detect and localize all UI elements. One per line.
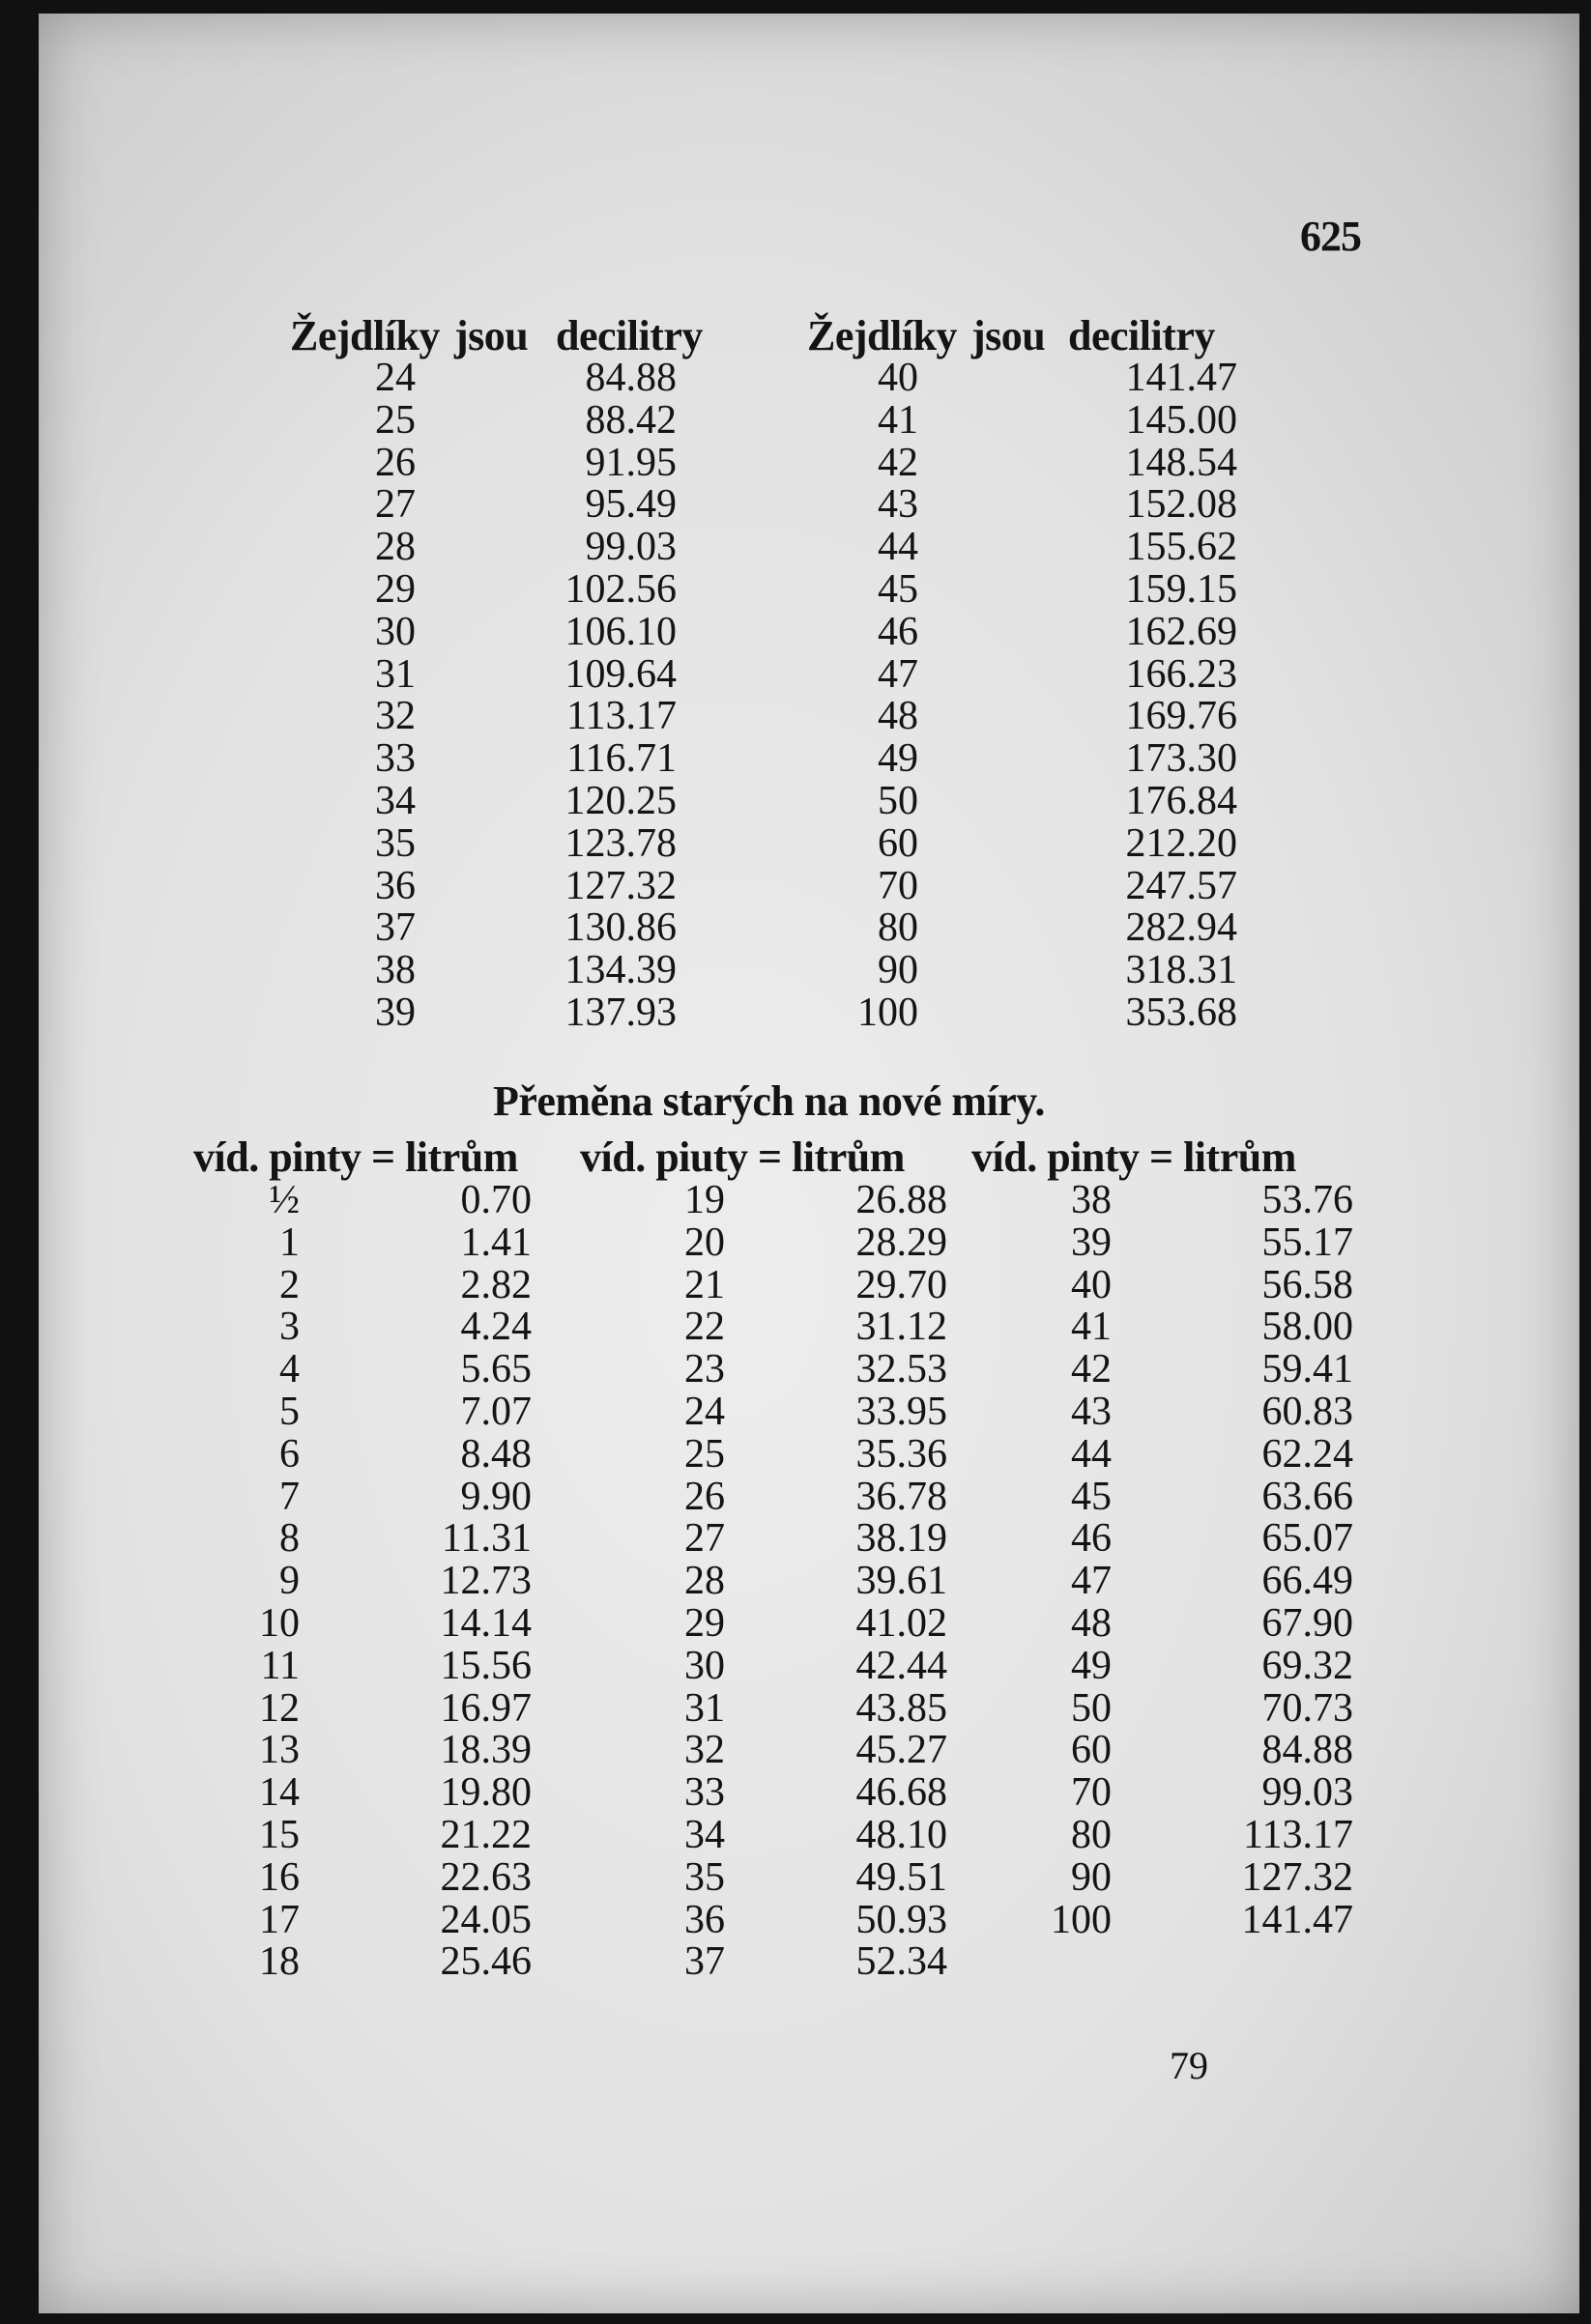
table-cell-key: 41 [878, 397, 918, 443]
table-cell-value: 88.42 [585, 397, 677, 443]
table2-header-1: víd. pinty = litrům [193, 1133, 518, 1181]
table-cell-key: 39 [1071, 1219, 1112, 1265]
table-cell-key: 35 [684, 1854, 725, 1900]
table-cell-key: 42 [1071, 1347, 1112, 1392]
table-cell-value: 50.93 [855, 1897, 947, 1942]
table1-header-right-unit: Žejdlíky [807, 312, 957, 359]
table-cell-value: 173.30 [1125, 736, 1237, 782]
table-cell-key: 33 [375, 736, 416, 782]
table-cell-key: 26 [375, 440, 416, 485]
table-cell-key: 90 [1071, 1854, 1112, 1900]
table-cell-key: 31 [375, 651, 416, 697]
table-cell-key: 32 [684, 1728, 725, 1773]
table-cell-value: 18.39 [440, 1728, 532, 1773]
table-cell-key: 24 [684, 1389, 725, 1434]
table-cell-key: 23 [684, 1347, 725, 1392]
table-cell-value: 19.80 [440, 1770, 532, 1816]
table-cell-value: 116.71 [566, 736, 677, 782]
table-cell-value: 123.78 [564, 820, 677, 866]
table-cell-key: 12 [259, 1685, 300, 1731]
table-cell-value: 52.34 [855, 1939, 947, 1985]
table-cell-value: 353.68 [1125, 990, 1237, 1035]
table1-header-right-verb: jsou [971, 312, 1046, 359]
table-cell-key: 7 [279, 1474, 300, 1519]
table-cell-value: 159.15 [1125, 566, 1237, 612]
table-cell-value: 31.12 [855, 1305, 947, 1350]
table-cell-key: 46 [1071, 1516, 1112, 1562]
table-cell-key: 24 [375, 356, 416, 400]
table-cell-value: 66.49 [1261, 1559, 1353, 1604]
table-cell-key: 20 [684, 1219, 725, 1265]
table-cell-value: 36.78 [855, 1474, 947, 1519]
table-cell-key: 47 [878, 651, 918, 697]
table-cell-value: 63.66 [1261, 1474, 1353, 1519]
table-cell-value: 56.58 [1261, 1262, 1353, 1307]
table-cell-key: 37 [684, 1939, 725, 1985]
table-cell-value: 58.00 [1261, 1305, 1353, 1350]
table-cell-value: 0.70 [460, 1178, 532, 1222]
table-cell-value: 166.23 [1125, 651, 1237, 697]
table-cell-value: 247.57 [1125, 863, 1237, 908]
table-cell-key: 28 [375, 525, 416, 570]
table-cell-value: 38.19 [855, 1516, 947, 1562]
table-cell-key: 27 [684, 1516, 725, 1562]
table-cell-value: 65.07 [1261, 1516, 1353, 1562]
table-cell-key: 27 [375, 482, 416, 528]
table1-header-left-verb: jsou [454, 312, 529, 359]
table-cell-key: 100 [1051, 1897, 1112, 1942]
table-cell-key: 46 [878, 609, 918, 654]
table-cell-key: 15 [259, 1812, 300, 1857]
table-cell-value: 162.69 [1125, 609, 1237, 654]
table-cell-key: 30 [375, 609, 416, 654]
table-cell-value: 33.95 [855, 1389, 947, 1434]
table-cell-value: 39.61 [855, 1559, 947, 1604]
table-cell-key: 44 [878, 525, 918, 570]
table-cell-key: 50 [878, 778, 918, 823]
table-cell-value: 62.24 [1261, 1431, 1353, 1477]
table-cell-key: 80 [878, 905, 918, 951]
table-cell-key: 18 [259, 1939, 300, 1985]
table-cell-value: 109.64 [564, 651, 677, 697]
table1-left-values [503, 358, 677, 1035]
table-cell-key: 5 [279, 1389, 300, 1434]
table-cell-value: 43.85 [855, 1685, 947, 1731]
table-cell-key: 43 [1071, 1389, 1112, 1434]
table-cell-key: 44 [1071, 1431, 1112, 1477]
table1-header-right-target: decilitry [1068, 312, 1215, 359]
table-cell-key: 36 [684, 1897, 725, 1942]
table-cell-value: 212.20 [1125, 820, 1237, 866]
table-cell-value: 282.94 [1125, 905, 1237, 951]
table-cell-value: 176.84 [1125, 778, 1237, 823]
table-cell-value: 8.48 [460, 1431, 532, 1477]
table2-header-2: víd. piuty = litrům [580, 1133, 905, 1181]
table-cell-key: 60 [878, 820, 918, 866]
table-cell-value: 49.51 [855, 1854, 947, 1900]
table-cell-key: 26 [684, 1474, 725, 1519]
table-cell-value: 130.86 [564, 905, 677, 951]
table-cell-key: 3 [279, 1305, 300, 1350]
table-cell-key: 45 [878, 566, 918, 612]
table1-right-keys [812, 358, 918, 1035]
table-cell-key: 60 [1071, 1728, 1112, 1773]
table-cell-value: 99.03 [585, 525, 677, 570]
conversion-title: Přeměna starých na nové míry. [493, 1077, 1045, 1125]
table-cell-value: 55.17 [1261, 1219, 1353, 1265]
table-cell-value: 148.54 [1125, 440, 1237, 485]
table-cell-key: 34 [375, 778, 416, 823]
table-cell-key: 48 [1071, 1600, 1112, 1646]
table-cell-value: 137.93 [564, 990, 677, 1035]
table-cell-value: 141.47 [1125, 356, 1237, 400]
table-cell-value: 22.63 [440, 1854, 532, 1900]
table-cell-key: 40 [878, 356, 918, 400]
table-cell-key: 70 [878, 863, 918, 908]
table-cell-key: 35 [375, 820, 416, 866]
table-cell-value: 21.22 [440, 1812, 532, 1857]
table-cell-key: 1 [279, 1219, 300, 1265]
table-cell-value: 14.14 [440, 1600, 532, 1646]
table-cell-key: 16 [259, 1854, 300, 1900]
table2-col1-keys [232, 1180, 300, 1984]
table-cell-value: 5.65 [460, 1347, 532, 1392]
table-cell-value: 25.46 [440, 1939, 532, 1985]
table-cell-value: 24.05 [440, 1897, 532, 1942]
table1-right-values [1044, 358, 1237, 1035]
table-cell-value: 46.68 [855, 1770, 947, 1816]
table-cell-key: 100 [857, 990, 918, 1035]
table-cell-value: 106.10 [564, 609, 677, 654]
table-cell-key: 14 [259, 1770, 300, 1816]
table-cell-value: 95.49 [585, 482, 677, 528]
table1-header-left-unit: Žejdlíky [290, 312, 440, 359]
table-cell-key: 11 [260, 1643, 300, 1688]
table-cell-key: 34 [684, 1812, 725, 1857]
table-cell-key: 37 [375, 905, 416, 951]
table-cell-key: 19 [684, 1178, 725, 1222]
table-cell-key: 25 [684, 1431, 725, 1477]
book-page [39, 14, 1579, 2313]
table-cell-value: 134.39 [564, 948, 677, 993]
table-cell-key: 28 [684, 1559, 725, 1604]
table-cell-value: 12.73 [440, 1559, 532, 1604]
table-cell-key: 43 [878, 482, 918, 528]
table-cell-value: 141.47 [1241, 1897, 1353, 1942]
page-number-bottom: 79 [1170, 2044, 1208, 2087]
table-cell-value: 84.88 [585, 356, 677, 400]
table-cell-key: 42 [878, 440, 918, 485]
table-cell-key: 40 [1071, 1262, 1112, 1307]
table-cell-value: 41.02 [855, 1600, 947, 1646]
table-cell-key: 30 [684, 1643, 725, 1688]
table-cell-value: 11.31 [442, 1516, 532, 1562]
table-cell-value: 45.27 [855, 1728, 947, 1773]
table-cell-key: 48 [878, 694, 918, 739]
table-cell-value: 155.62 [1125, 525, 1237, 570]
table-cell-value: 318.31 [1125, 948, 1237, 993]
table-cell-value: 2.82 [460, 1262, 532, 1307]
table-cell-key: 38 [375, 948, 416, 993]
table2-col3-values [1199, 1180, 1353, 1941]
table-cell-value: 28.29 [855, 1219, 947, 1265]
table-cell-value: 15.56 [440, 1643, 532, 1688]
table-cell-value: 145.00 [1125, 397, 1237, 443]
table2-col2-values [812, 1180, 947, 1984]
table-cell-value: 53.76 [1261, 1178, 1353, 1222]
table-cell-key: 29 [684, 1600, 725, 1646]
table-cell-value: 169.76 [1125, 694, 1237, 739]
table-cell-key: 29 [375, 566, 416, 612]
table-cell-key: ½ [269, 1178, 300, 1222]
table-cell-key: 90 [878, 948, 918, 993]
table-cell-value: 9.90 [460, 1474, 532, 1519]
table-cell-value: 59.41 [1261, 1347, 1353, 1392]
table-cell-value: 29.70 [855, 1262, 947, 1307]
table-cell-key: 17 [259, 1897, 300, 1942]
table-cell-key: 9 [279, 1559, 300, 1604]
table-cell-key: 2 [279, 1262, 300, 1307]
table-cell-value: 7.07 [460, 1389, 532, 1434]
table-cell-key: 33 [684, 1770, 725, 1816]
table-cell-key: 41 [1071, 1305, 1112, 1350]
table-cell-value: 35.36 [855, 1431, 947, 1477]
table-cell-value: 127.32 [1241, 1854, 1353, 1900]
table2-col3-keys [1005, 1180, 1112, 1941]
table-cell-value: 70.73 [1261, 1685, 1353, 1731]
table1-left-keys [329, 358, 416, 1035]
table-cell-value: 84.88 [1261, 1728, 1353, 1773]
table2-col2-keys [619, 1180, 725, 1984]
table-cell-value: 1.41 [460, 1219, 532, 1265]
page-number-top: 625 [1300, 213, 1361, 260]
table-cell-value: 152.08 [1125, 482, 1237, 528]
table-cell-value: 67.90 [1261, 1600, 1353, 1646]
table-cell-key: 47 [1071, 1559, 1112, 1604]
table2-col1-values [416, 1180, 532, 1984]
table-cell-key: 22 [684, 1305, 725, 1350]
table-cell-value: 42.44 [855, 1643, 947, 1688]
table-cell-value: 16.97 [440, 1685, 532, 1731]
table-cell-key: 6 [279, 1431, 300, 1477]
table2-header-3: víd. pinty = litrům [971, 1133, 1296, 1181]
table-cell-value: 113.17 [1243, 1812, 1353, 1857]
table1-header-left-target: decilitry [556, 312, 703, 359]
table-cell-key: 21 [684, 1262, 725, 1307]
table-cell-key: 80 [1071, 1812, 1112, 1857]
table-cell-key: 49 [878, 736, 918, 782]
table-cell-key: 50 [1071, 1685, 1112, 1731]
table-cell-value: 113.17 [566, 694, 677, 739]
table-cell-value: 48.10 [855, 1812, 947, 1857]
table-cell-key: 4 [279, 1347, 300, 1392]
table-cell-key: 10 [259, 1600, 300, 1646]
table-cell-key: 25 [375, 397, 416, 443]
table-cell-value: 91.95 [585, 440, 677, 485]
table-cell-key: 31 [684, 1685, 725, 1731]
table-cell-value: 32.53 [855, 1347, 947, 1392]
table-cell-value: 69.32 [1261, 1643, 1353, 1688]
table-cell-key: 45 [1071, 1474, 1112, 1519]
table-cell-value: 120.25 [564, 778, 677, 823]
table-cell-key: 70 [1071, 1770, 1112, 1816]
table-cell-value: 102.56 [564, 566, 677, 612]
table-cell-value: 99.03 [1261, 1770, 1353, 1816]
table-cell-value: 4.24 [460, 1305, 532, 1350]
table-cell-value: 26.88 [855, 1178, 947, 1222]
table-cell-value: 60.83 [1261, 1389, 1353, 1434]
table-cell-key: 36 [375, 863, 416, 908]
table-cell-key: 49 [1071, 1643, 1112, 1688]
table-cell-key: 39 [375, 990, 416, 1035]
table-cell-value: 127.32 [564, 863, 677, 908]
table-cell-key: 13 [259, 1728, 300, 1773]
table-cell-key: 32 [375, 694, 416, 739]
table-cell-key: 8 [279, 1516, 300, 1562]
table-cell-key: 38 [1071, 1178, 1112, 1222]
